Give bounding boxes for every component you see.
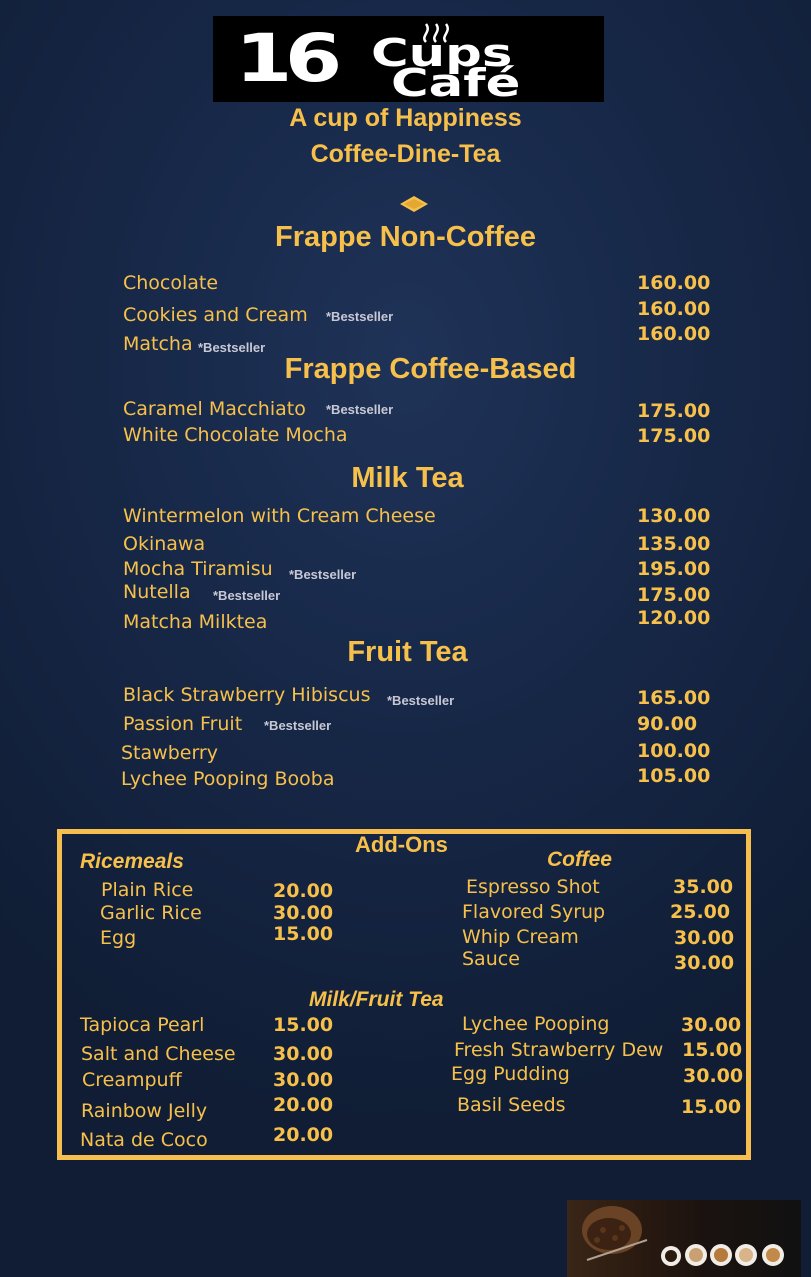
addon-item-name: Egg bbox=[100, 927, 137, 949]
menu-item-name: Matcha bbox=[123, 333, 193, 355]
menu-item-name: Nutella bbox=[123, 581, 191, 603]
addon-item-price: 25.00 bbox=[670, 901, 731, 923]
menu-item-name: Passion Fruit bbox=[123, 713, 243, 735]
logo-cafe: Café bbox=[391, 61, 521, 105]
menu-item-price: 175.00 bbox=[637, 400, 711, 422]
addon-subtitle-ricemeals: Ricemeals bbox=[80, 850, 184, 873]
section-title-milk-tea: Milk Tea bbox=[351, 462, 464, 494]
logo-cups: Cups bbox=[371, 31, 513, 75]
menu-item-price: 120.00 bbox=[637, 607, 711, 629]
addon-item-price: 30.00 bbox=[273, 1043, 334, 1065]
menu-item-name: Lychee Pooping Booba bbox=[121, 768, 335, 790]
menu-item-name: Mocha Tiramisu bbox=[123, 558, 273, 580]
menu-item-price: 195.00 bbox=[637, 558, 711, 580]
bestseller-badge: *Bestseller bbox=[264, 718, 332, 733]
addon-item-name: Sauce bbox=[462, 948, 520, 970]
menu-item-name: Black Strawberry Hibiscus bbox=[123, 684, 371, 706]
addons-title: Add-Ons bbox=[355, 832, 448, 857]
coffee-cups-illustration-icon bbox=[567, 1200, 801, 1277]
addon-item-price: 15.00 bbox=[681, 1096, 742, 1118]
addon-item-name: Plain Rice bbox=[101, 879, 194, 901]
menu-item-price: 175.00 bbox=[637, 425, 711, 447]
bestseller-badge: *Bestseller bbox=[289, 567, 357, 582]
addon-item-name: Basil Seeds bbox=[457, 1094, 566, 1116]
menu-item-price: 135.00 bbox=[637, 533, 711, 555]
addon-item-price: 20.00 bbox=[273, 880, 334, 902]
menu-item-price: 160.00 bbox=[637, 323, 711, 345]
coffee-beans-photo bbox=[567, 1200, 801, 1277]
addon-item-price: 20.00 bbox=[273, 1124, 334, 1146]
diamond-ornament-icon bbox=[400, 196, 428, 212]
addon-subtitle-milk-fruit-tea: Milk/Fruit Tea bbox=[309, 988, 444, 1011]
menu-item-name: Wintermelon with Cream Cheese bbox=[123, 505, 436, 527]
addon-item-name: Whip Cream bbox=[462, 926, 579, 948]
addon-item-price: 15.00 bbox=[273, 1014, 334, 1036]
addon-item-price: 20.00 bbox=[273, 1094, 334, 1116]
addon-item-price: 15.00 bbox=[682, 1039, 743, 1061]
menu-item-price: 160.00 bbox=[637, 272, 711, 294]
addon-item-price: 30.00 bbox=[273, 1069, 334, 1091]
menu-item-price: 175.00 bbox=[637, 584, 711, 606]
menu-item-name: Cookies and Cream bbox=[123, 304, 308, 326]
addon-subtitle-coffee: Coffee bbox=[547, 848, 612, 871]
logo-number: 16 bbox=[235, 20, 335, 97]
bestseller-badge: *Bestseller bbox=[213, 588, 281, 603]
addon-item-name: Garlic Rice bbox=[100, 902, 202, 924]
menu-item-name: Matcha Milktea bbox=[123, 611, 268, 633]
bestseller-badge: *Bestseller bbox=[198, 340, 266, 355]
bestseller-badge: *Bestseller bbox=[326, 309, 394, 324]
menu-item-name: Stawberry bbox=[121, 742, 218, 764]
tagline-happiness: A cup of Happiness bbox=[289, 104, 522, 132]
addon-item-name: Egg Pudding bbox=[451, 1063, 570, 1085]
menu-item-price: 100.00 bbox=[637, 740, 711, 762]
addon-item-name: Salt and Cheese bbox=[81, 1043, 236, 1065]
bestseller-badge: *Bestseller bbox=[326, 402, 394, 417]
addon-item-price: 35.00 bbox=[673, 876, 734, 898]
menu-item-price: 165.00 bbox=[637, 687, 711, 709]
addon-item-price: 30.00 bbox=[273, 902, 334, 924]
addon-item-price: 30.00 bbox=[674, 952, 735, 974]
addon-item-price: 30.00 bbox=[681, 1014, 742, 1036]
section-title-frappe-non-coffee: Frappe Non-Coffee bbox=[275, 221, 536, 253]
menu-item-name: Okinawa bbox=[123, 533, 206, 555]
menu-item-price: 90.00 bbox=[637, 713, 698, 735]
tagline-coffee-dine-tea: Coffee-Dine-Tea bbox=[310, 140, 501, 168]
addon-item-name: Creampuff bbox=[82, 1069, 182, 1091]
addon-item-name: Flavored Syrup bbox=[462, 901, 606, 923]
addon-item-name: Lychee Pooping bbox=[462, 1013, 610, 1035]
menu-item-price: 130.00 bbox=[637, 505, 711, 527]
menu-item-name: Chocolate bbox=[123, 272, 219, 294]
addon-item-name: Rainbow Jelly bbox=[81, 1100, 208, 1122]
menu-item-name: White Chocolate Mocha bbox=[123, 424, 348, 446]
menu-item-name: Caramel Macchiato bbox=[123, 398, 306, 420]
menu-item-price: 105.00 bbox=[637, 765, 711, 787]
addon-item-name: Tapioca Pearl bbox=[80, 1014, 205, 1036]
bestseller-badge: *Bestseller bbox=[387, 693, 455, 708]
menu-item-price: 160.00 bbox=[637, 298, 711, 320]
addon-item-price: 30.00 bbox=[674, 927, 735, 949]
addon-item-price: 30.00 bbox=[683, 1065, 744, 1087]
addon-item-name: Fresh Strawberry Dew bbox=[454, 1039, 664, 1061]
addon-item-name: Nata de Coco bbox=[80, 1129, 208, 1151]
section-title-frappe-coffee-based: Frappe Coffee-Based bbox=[284, 353, 577, 385]
addon-item-name: Espresso Shot bbox=[466, 876, 600, 898]
cafe-logo bbox=[213, 16, 604, 105]
addon-item-price: 15.00 bbox=[273, 923, 334, 945]
section-title-fruit-tea: Fruit Tea bbox=[347, 636, 468, 668]
